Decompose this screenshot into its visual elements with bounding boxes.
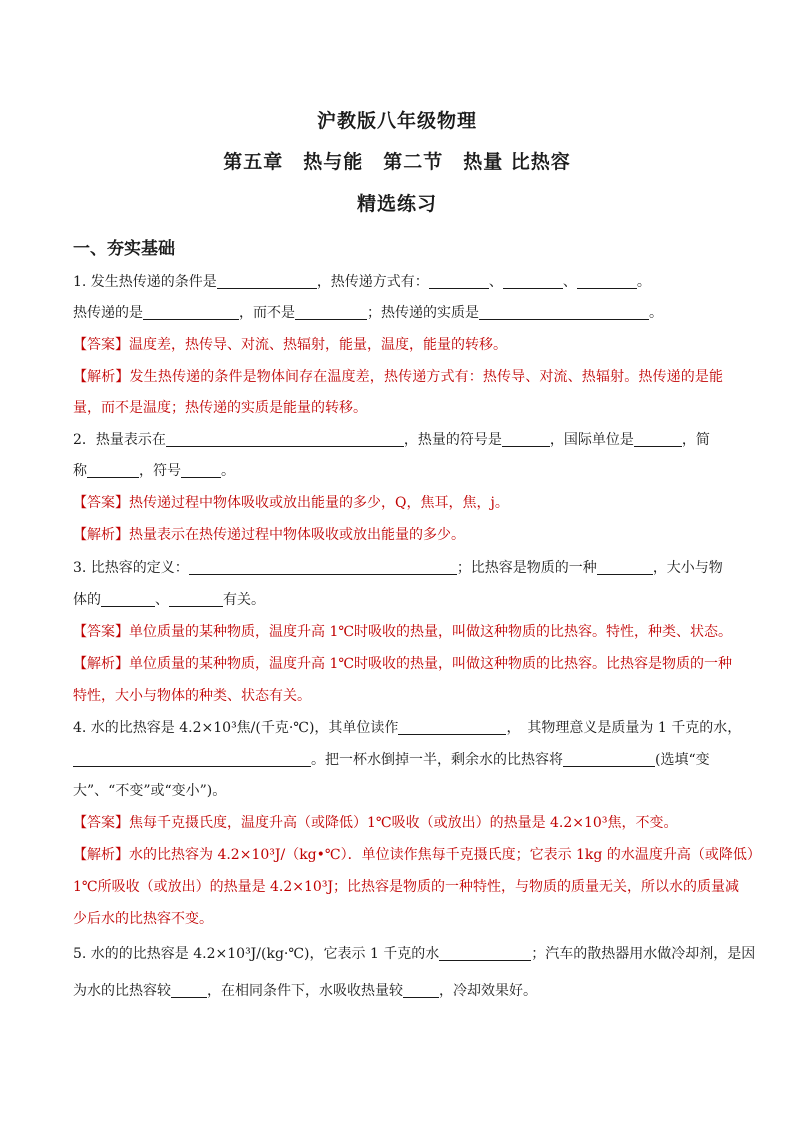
q5-line1: 5. 水的的比热容是 4.2×10³J/(kg·℃)，它表示 1 千克的水 ；汽车的散热器用水做冷却剂，是因	[73, 946, 756, 962]
q2-line2: 称 ，符号 。	[73, 463, 235, 479]
q3-analysis-line1: 【解析】单位质量的某种物质，温度升高 1℃时吸收的热量，叫做这种物质的比热容。比热容是物质的一种	[73, 656, 733, 672]
q4-analysis-line1: 【解析】水的比热容为 4.2×10³J/（kg•℃）．单位读作焦每千克摄氏度；它表示 1kg 的水温度升高（或降低）	[73, 847, 761, 863]
blank	[73, 750, 311, 767]
chapter-title: 第五章 热与能 第二节 热量 比热容	[223, 151, 571, 173]
blank	[169, 590, 223, 607]
page-title: 沪教版八年级物理	[316, 110, 477, 132]
analysis-tag: 【解析】	[73, 847, 129, 863]
blank	[403, 981, 439, 998]
q3-answer: 【答案】单位质量的某种物质，温度升高 1℃时吸收的热量，叫做这种物质的比热容。特性，种类、状态。	[73, 624, 733, 640]
blank	[563, 750, 655, 767]
q3-analysis-line2: 特性，大小与物体的种类、状态有关。	[73, 688, 311, 704]
q1-line2: 热传递的是 ，而不是 ；热传递的实质是 。	[73, 305, 663, 321]
q4-line2: 。把一杯水倒掉一半，剩余水的比热容将 (选填“变	[73, 750, 723, 770]
blank	[166, 430, 404, 447]
q1-analysis-line2: 量，而不是温度；热传递的实质是能量的转移。	[73, 400, 367, 416]
q4-line1: 4. 水的比热容是 4.2×10³焦/(千克·℃)，其单位读作 ， 其物理意义是质量为 1 千克的水，	[73, 720, 742, 736]
q1-analysis-line1: 【解析】发生热传递的条件是物体间存在温度差，热传递方式有：热传导、对流、热辐射。热传递的是能	[73, 369, 724, 385]
q1-line1: 1. 发生热传递的条件是 ，热传递方式有： 、 、 。	[73, 274, 651, 290]
blank	[439, 944, 531, 961]
q2-analysis: 【解析】热量表示在热传递过程中物体吸收或放出能量的多少。	[73, 527, 465, 543]
blank	[597, 558, 653, 575]
blank	[502, 430, 550, 447]
q5-line2: 为水的比热容较 ，在相同条件下，水吸收热量较 ，冷却效果好。	[73, 983, 537, 999]
answer-tag: 【答案】	[73, 624, 129, 640]
blank	[295, 303, 367, 320]
analysis-tag: 【解析】	[73, 369, 130, 385]
q2-line1: 2．热量表示在 ，热量的符号是 ，国际单位是 ，简	[73, 432, 710, 448]
blank	[634, 430, 682, 447]
q4-analysis-line3: 少后水的比热容不变。	[73, 911, 213, 927]
blank	[503, 272, 563, 289]
section-heading: 一、夯实基础	[73, 239, 175, 259]
q4-answer: 【答案】焦每千克摄氏度，温度升高（或降低）1℃吸收（或放出）的热量是 4.2×10³焦，不变。	[73, 815, 678, 831]
blank	[143, 303, 239, 320]
blank	[479, 303, 649, 320]
answer-tag: 【答案】	[73, 337, 129, 353]
blank	[398, 718, 506, 735]
answer-tag: 【答案】	[73, 495, 129, 511]
blank	[189, 558, 457, 575]
blank	[217, 272, 317, 289]
blank	[101, 590, 155, 607]
q1-answer: 【答案】温度差，热传导、对流、热辐射，能量，温度，能量的转移。	[73, 337, 507, 353]
subtitle: 精选练习	[356, 193, 437, 215]
blank	[87, 461, 139, 478]
analysis-tag: 【解析】	[73, 527, 129, 543]
blank	[577, 272, 637, 289]
answer-tag: 【答案】	[73, 815, 129, 831]
q2-answer: 【答案】热传递过程中物体吸收或放出能量的多少，Q，焦耳，焦，j。	[73, 495, 509, 511]
blank	[171, 981, 207, 998]
q4-line3: 大”、“不变”或“变小”)。	[73, 783, 227, 799]
blank	[429, 272, 489, 289]
q3-line1: 3. 比热容的定义： ；比热容是物质的一种 ，大小与物	[73, 560, 723, 576]
analysis-tag: 【解析】	[73, 656, 129, 672]
q4-analysis-line2: 1℃所吸收（或放出）的热量是 4.2×10³J；比热容是物质的一种特性，与物质的质量无关，所以水的质量减	[73, 879, 740, 895]
q3-line2: 体的 、 有关。	[73, 592, 265, 608]
blank	[181, 461, 221, 478]
